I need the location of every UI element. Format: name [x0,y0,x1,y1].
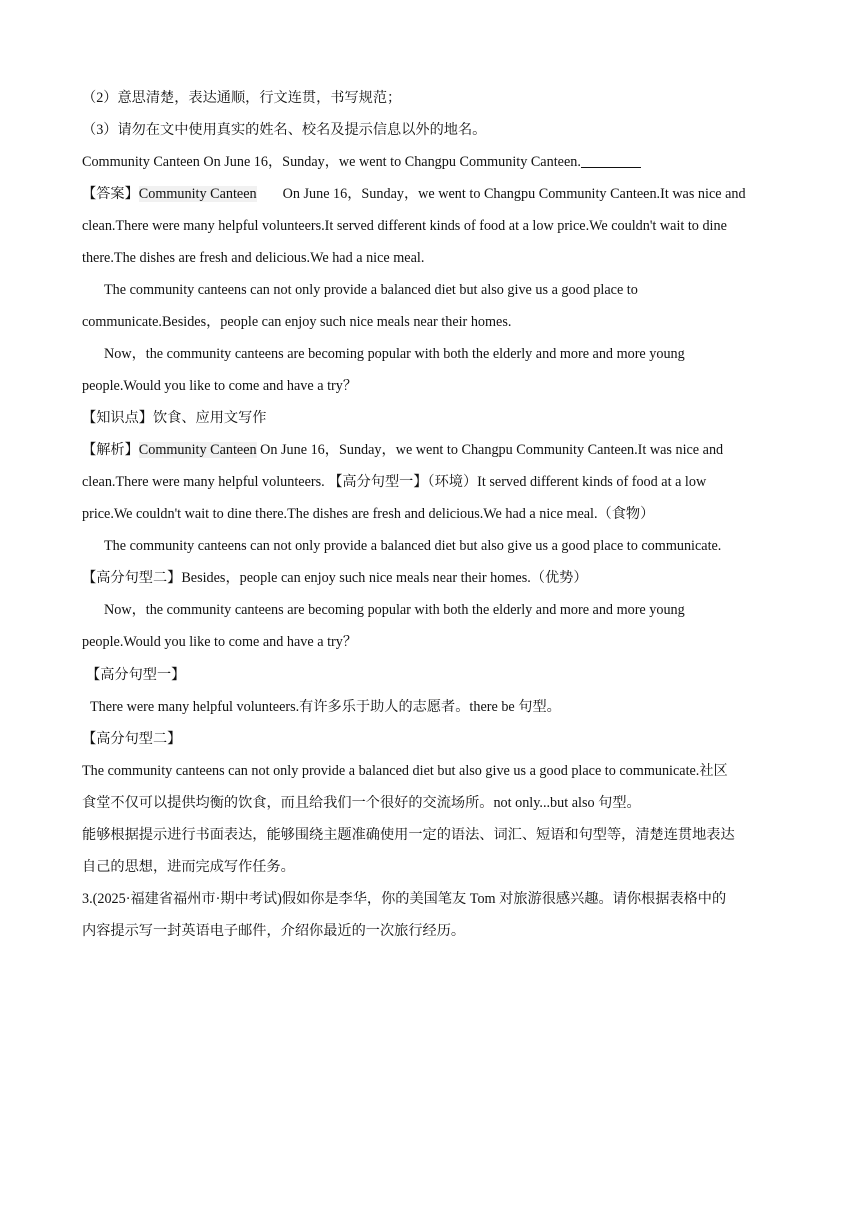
prompt-text: Community Canteen On June 16，Sunday，we went to Changpu Community Canteen. [82,154,581,170]
answer-p1-l1: On June 16，Sunday，we went to Changpu Community Canteen.It was nice and [282,186,746,202]
knowledge-point: 【知识点】饮食、应用文写作 [82,410,267,426]
pattern1-text: There were many helpful volunteers.有许多乐于助人的志愿者。there be 句型。 [90,699,561,715]
answer-p3-l2: people.Would you like to come and have a try？ [82,378,358,394]
analysis-l3: price.We couldn't wait to dine there.The dishes are fresh and delicious.We had a nice meal.（食物） [82,506,655,522]
pattern1-heading: 【高分句型一】 [86,667,186,683]
pattern2-l2: 食堂不仅可以提供均衡的饮食，而且给我们一个很好的交流场所。not only...but also 句型。 [82,795,641,811]
analysis-line-1 [82,440,782,460]
analysis-l7: people.Would you like to come and have a try？ [82,634,358,650]
answer-p2-l1: The community canteens can not only provide a balanced diet but also give us a good place to [104,282,638,298]
analysis-l2: clean.There were many helpful volunteers. 【高分句型一】（环境）It served different kinds of food at a low [82,474,707,490]
analysis-l6: Now，the community canteens are becoming popular with both the elderly and more and more young [104,602,685,618]
analysis-title: Community Canteen [138,442,257,458]
answer-p2-l2: communicate.Besides，people can enjoy such nice meals near their homes. [82,314,512,330]
analysis-l1-rest: On June 16，Sunday，we went to Changpu Community Canteen.It was nice and [256,442,724,458]
answer-blank [581,153,641,168]
analysis-l4: The community canteens can not only provide a balanced diet but also give us a good place to communicate. [104,538,722,554]
answer-title: Community Canteen [138,186,257,202]
requirement-2: （2）意思清楚，表达通顺，行文连贯，书写规范； [82,90,402,106]
answer-tag: 【答案】 [82,186,139,202]
pattern2-heading: 【高分句型二】 [82,731,182,747]
answer-line-1 [82,184,782,204]
answer-p1-l3: there.The dishes are fresh and delicious.We had a nice meal. [82,250,425,266]
answer-p3-l1: Now，the community canteens are becoming popular with both the elderly and more and more young [104,346,685,362]
analysis-tag: 【解析】 [82,442,139,458]
question3-l1: 3.(2025·福建省福州市·期中考试)假如你是李华，你的美国笔友 Tom 对旅游很感兴趣。请你根据表格中的 [82,891,727,907]
summary-l2: 自己的思想，进而完成写作任务。 [82,859,295,875]
prompt-line [82,152,782,172]
summary-l1: 能够根据提示进行书面表达，能够围绕主题准确使用一定的语法、词汇、短语和句型等，清楚连贯地表达 [82,827,735,843]
pattern2-l1: The community canteens can not only provide a balanced diet but also give us a good place to communicate.社区 [82,763,728,779]
answer-p1-l2: clean.There were many helpful volunteers.It served different kinds of food at a low price.We couldn't wait to dine [82,218,727,234]
requirement-3: （3）请勿在文中使用真实的姓名、校名及提示信息以外的地名。 [82,122,487,138]
analysis-l5: 【高分句型二】Besides，people can enjoy such nice meals near their homes.（优势） [82,570,588,586]
question3-l2: 内容提示写一封英语电子邮件，介绍你最近的一次旅行经历。 [82,923,466,939]
